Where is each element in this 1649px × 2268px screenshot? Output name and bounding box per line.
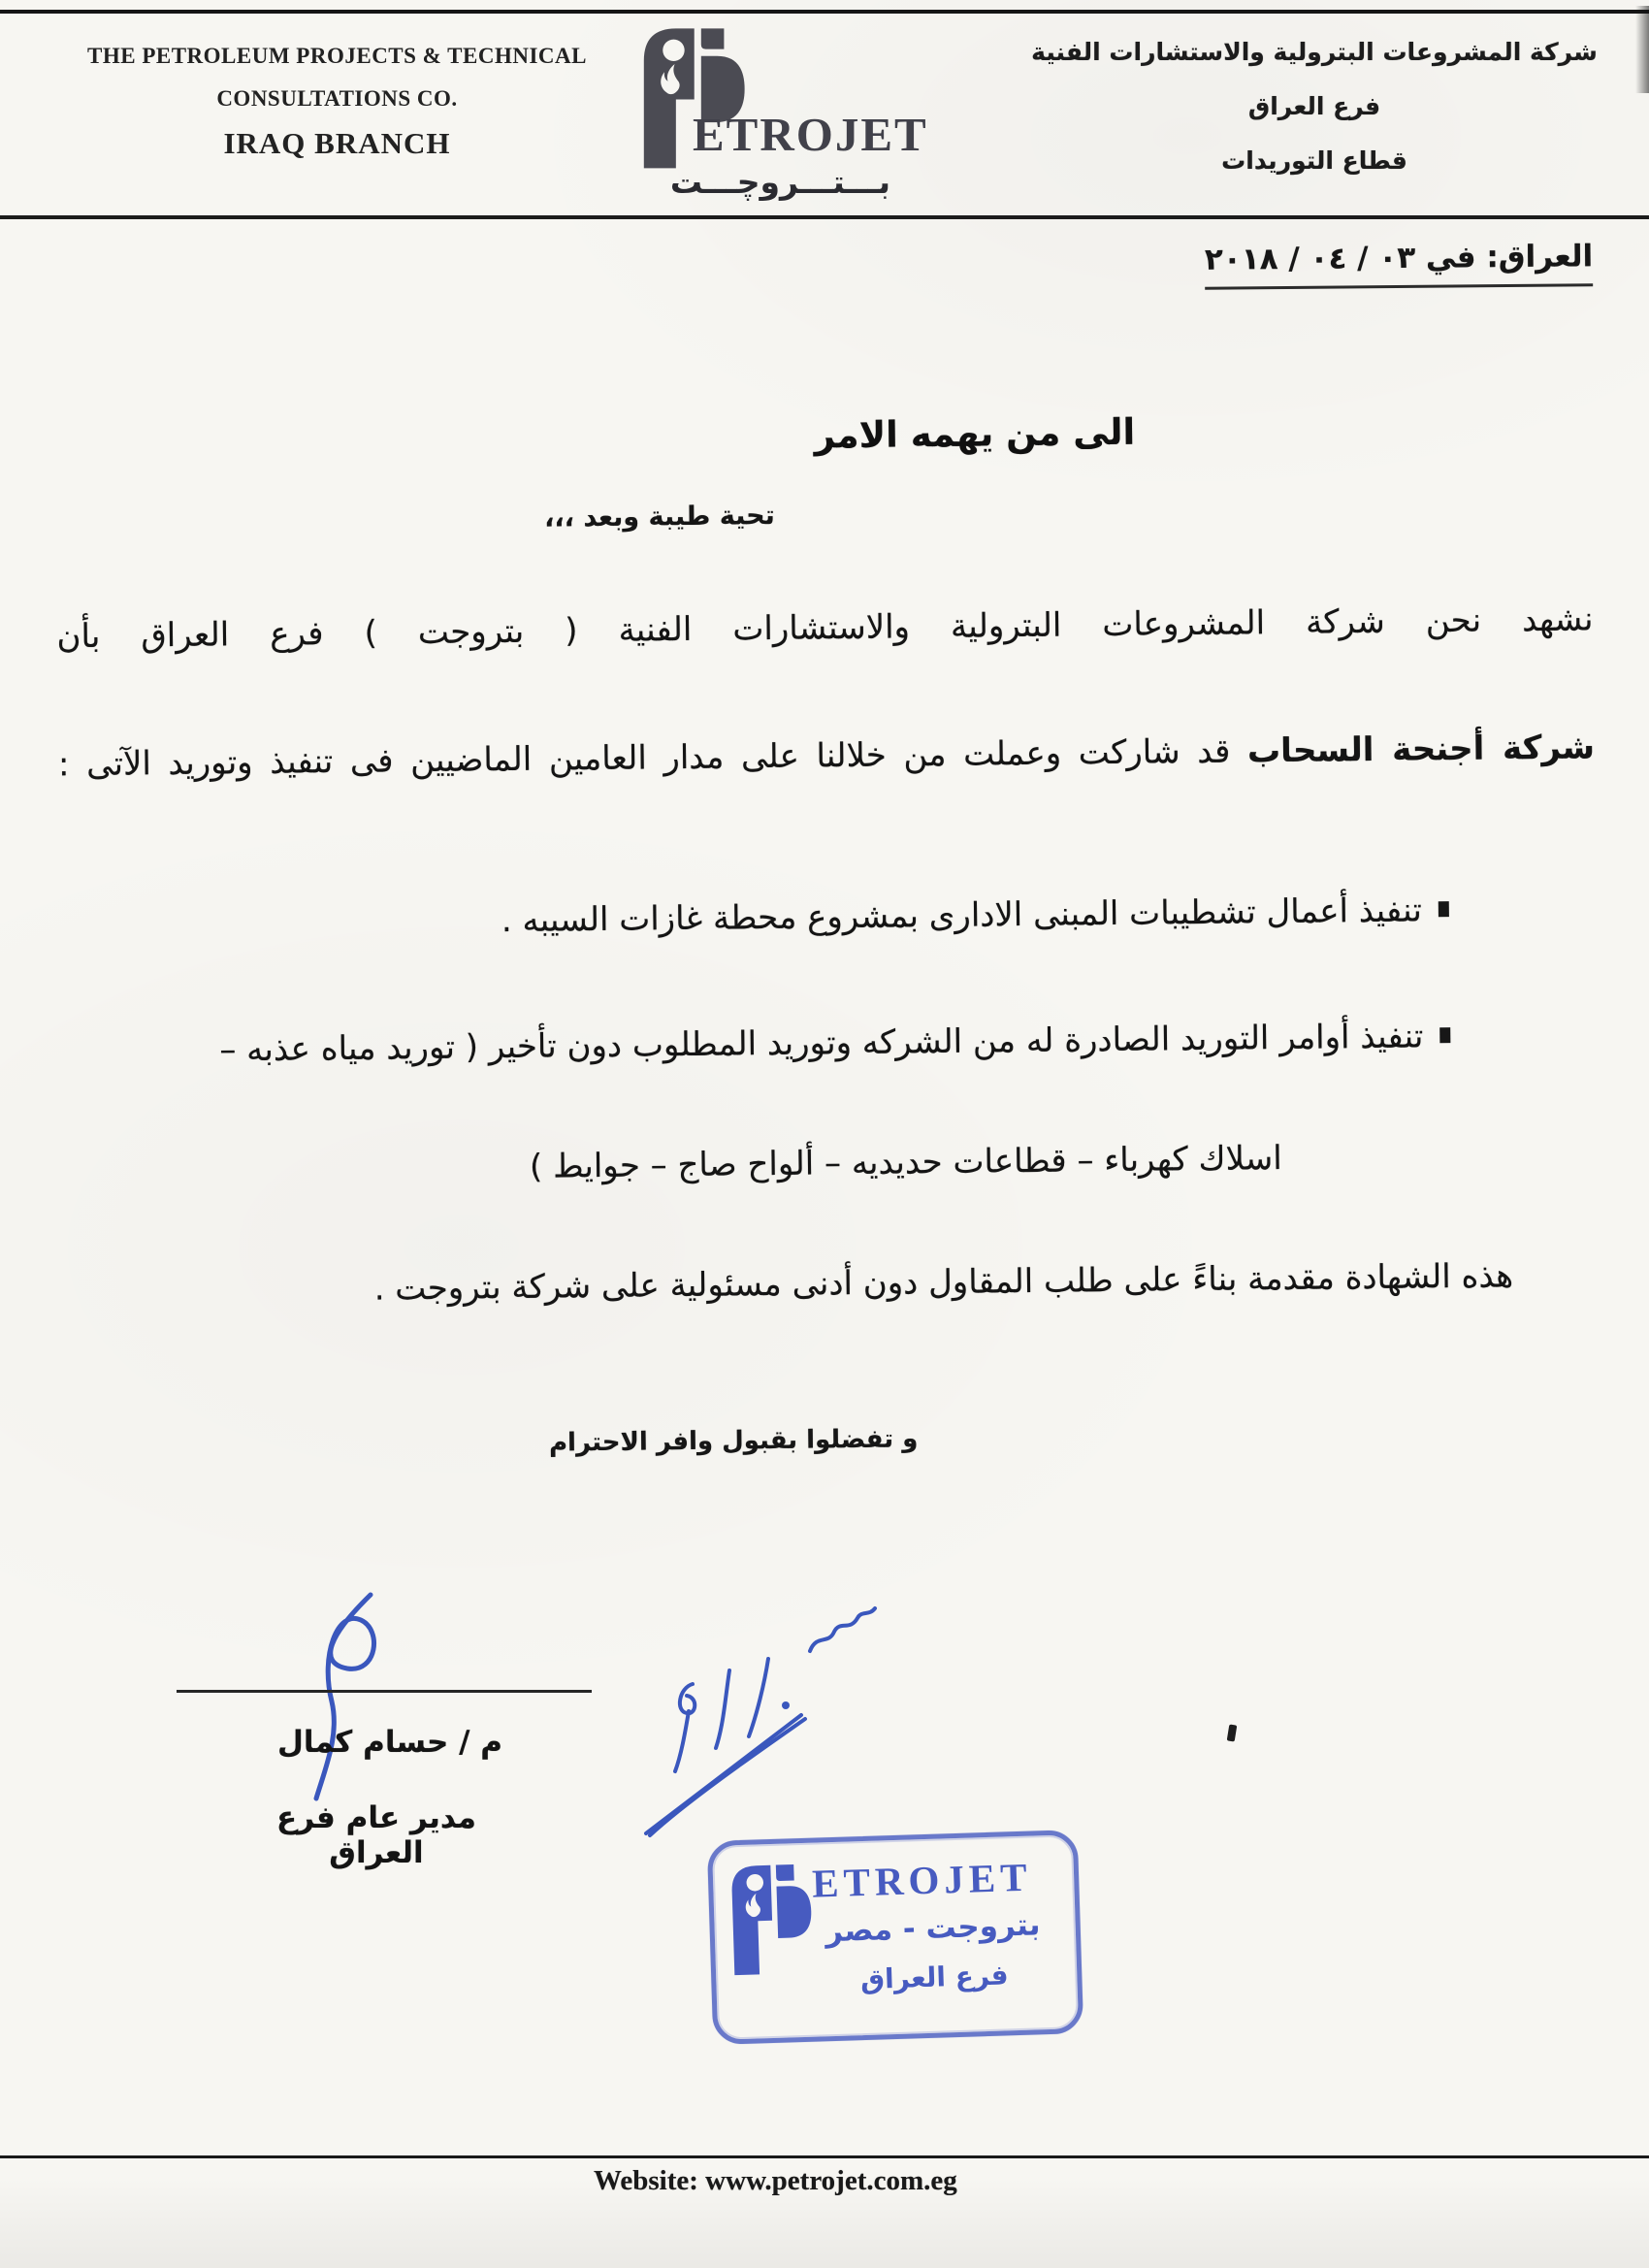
company-name-ar: شركة المشروعات البترولية والاستشارات الفنية	[1031, 38, 1598, 66]
greeting-line: تحية طيبة وبعد ،،،	[544, 500, 775, 534]
bullet-1-text: تنفيذ أعمال تشطيبات المبنى الادارى بمشروع محطة غازات السيبه .	[501, 891, 1423, 941]
contractor-company-name: شركة أجنحة السحاب	[1246, 728, 1596, 771]
sector-name-ar: قطاع التوريدات	[1221, 146, 1407, 175]
signer-name: م / حسام كمال	[276, 1725, 502, 1760]
salutation-line: و تفضلوا بقبول وافر الاحترام	[548, 1424, 919, 1458]
body-line-2-rest: قد شاركت وعملت من خلالنا على مدار العامين الماضيين فى تنفيذ وتوريد الآتى :	[57, 731, 1248, 785]
bullet-item-1	[501, 891, 1449, 940]
signature-rule	[177, 1690, 592, 1693]
to-whom-heading: الى من يهمه الامر	[814, 410, 1136, 457]
bullet-2-continuation: اسلاك كهرباء – قطاعات حديديه – ألواح صاج – جوايط )	[529, 1139, 1282, 1186]
branch-name-ar: فرع العراق	[1247, 92, 1381, 120]
branch-name-en: IRAQ BRANCH	[223, 126, 451, 160]
petrojet-rubber-stamp	[707, 1830, 1083, 2045]
square-bullet-icon	[1439, 1027, 1450, 1043]
body-line-2	[58, 728, 1595, 784]
handwritten-annotation-ink	[611, 1591, 902, 1853]
logo-wordmark: ETROJET	[693, 108, 928, 161]
square-bullet-icon	[1439, 901, 1449, 917]
website-line: Website: www.petrojet.com.eg	[594, 2165, 957, 2196]
stamp-company-line: بتروجت - مصر	[824, 1907, 1041, 1950]
bullet-2-text: تنفيذ أوامر التوريد الصادرة له من الشركه وتوريد المطلوب دون تأخير ( توريد مياه عذبه –	[219, 1017, 1424, 1070]
disclaimer-line: هذه الشهادة مقدمة بناءً على طلب المقاول دون أدنى مسئولية على شركة بتروجت .	[373, 1256, 1514, 1309]
logo-arabic-name: بـــتـــروچـــت	[669, 163, 891, 201]
company-name-en-line2: CONSULTATIONS CO.	[216, 86, 458, 111]
stamp-wordmark: ETROJET	[811, 1854, 1033, 1906]
stamp-branch-line: فرع العراق	[859, 1959, 1010, 1996]
date-line: العراق: في ٠٣ / ٠٤ / ٢٠١٨	[1205, 239, 1594, 289]
bullet-item-2	[219, 1017, 1450, 1069]
manager-signature-ink	[277, 1587, 433, 1815]
stamp-p-flame-logo-icon	[722, 1859, 815, 1978]
signer-title: مدير عام فرع العراق	[276, 1800, 476, 1870]
company-name-en-line1: THE PETROLEUM PROJECTS & TECHNICAL	[87, 44, 587, 68]
footer-divider-rule	[0, 2155, 1649, 2158]
body-line-1: نشهد نحن شركة المشروعات البترولية والاستشارات الفنية ( بتروجت ) فرع العراق بأن	[56, 599, 1594, 657]
